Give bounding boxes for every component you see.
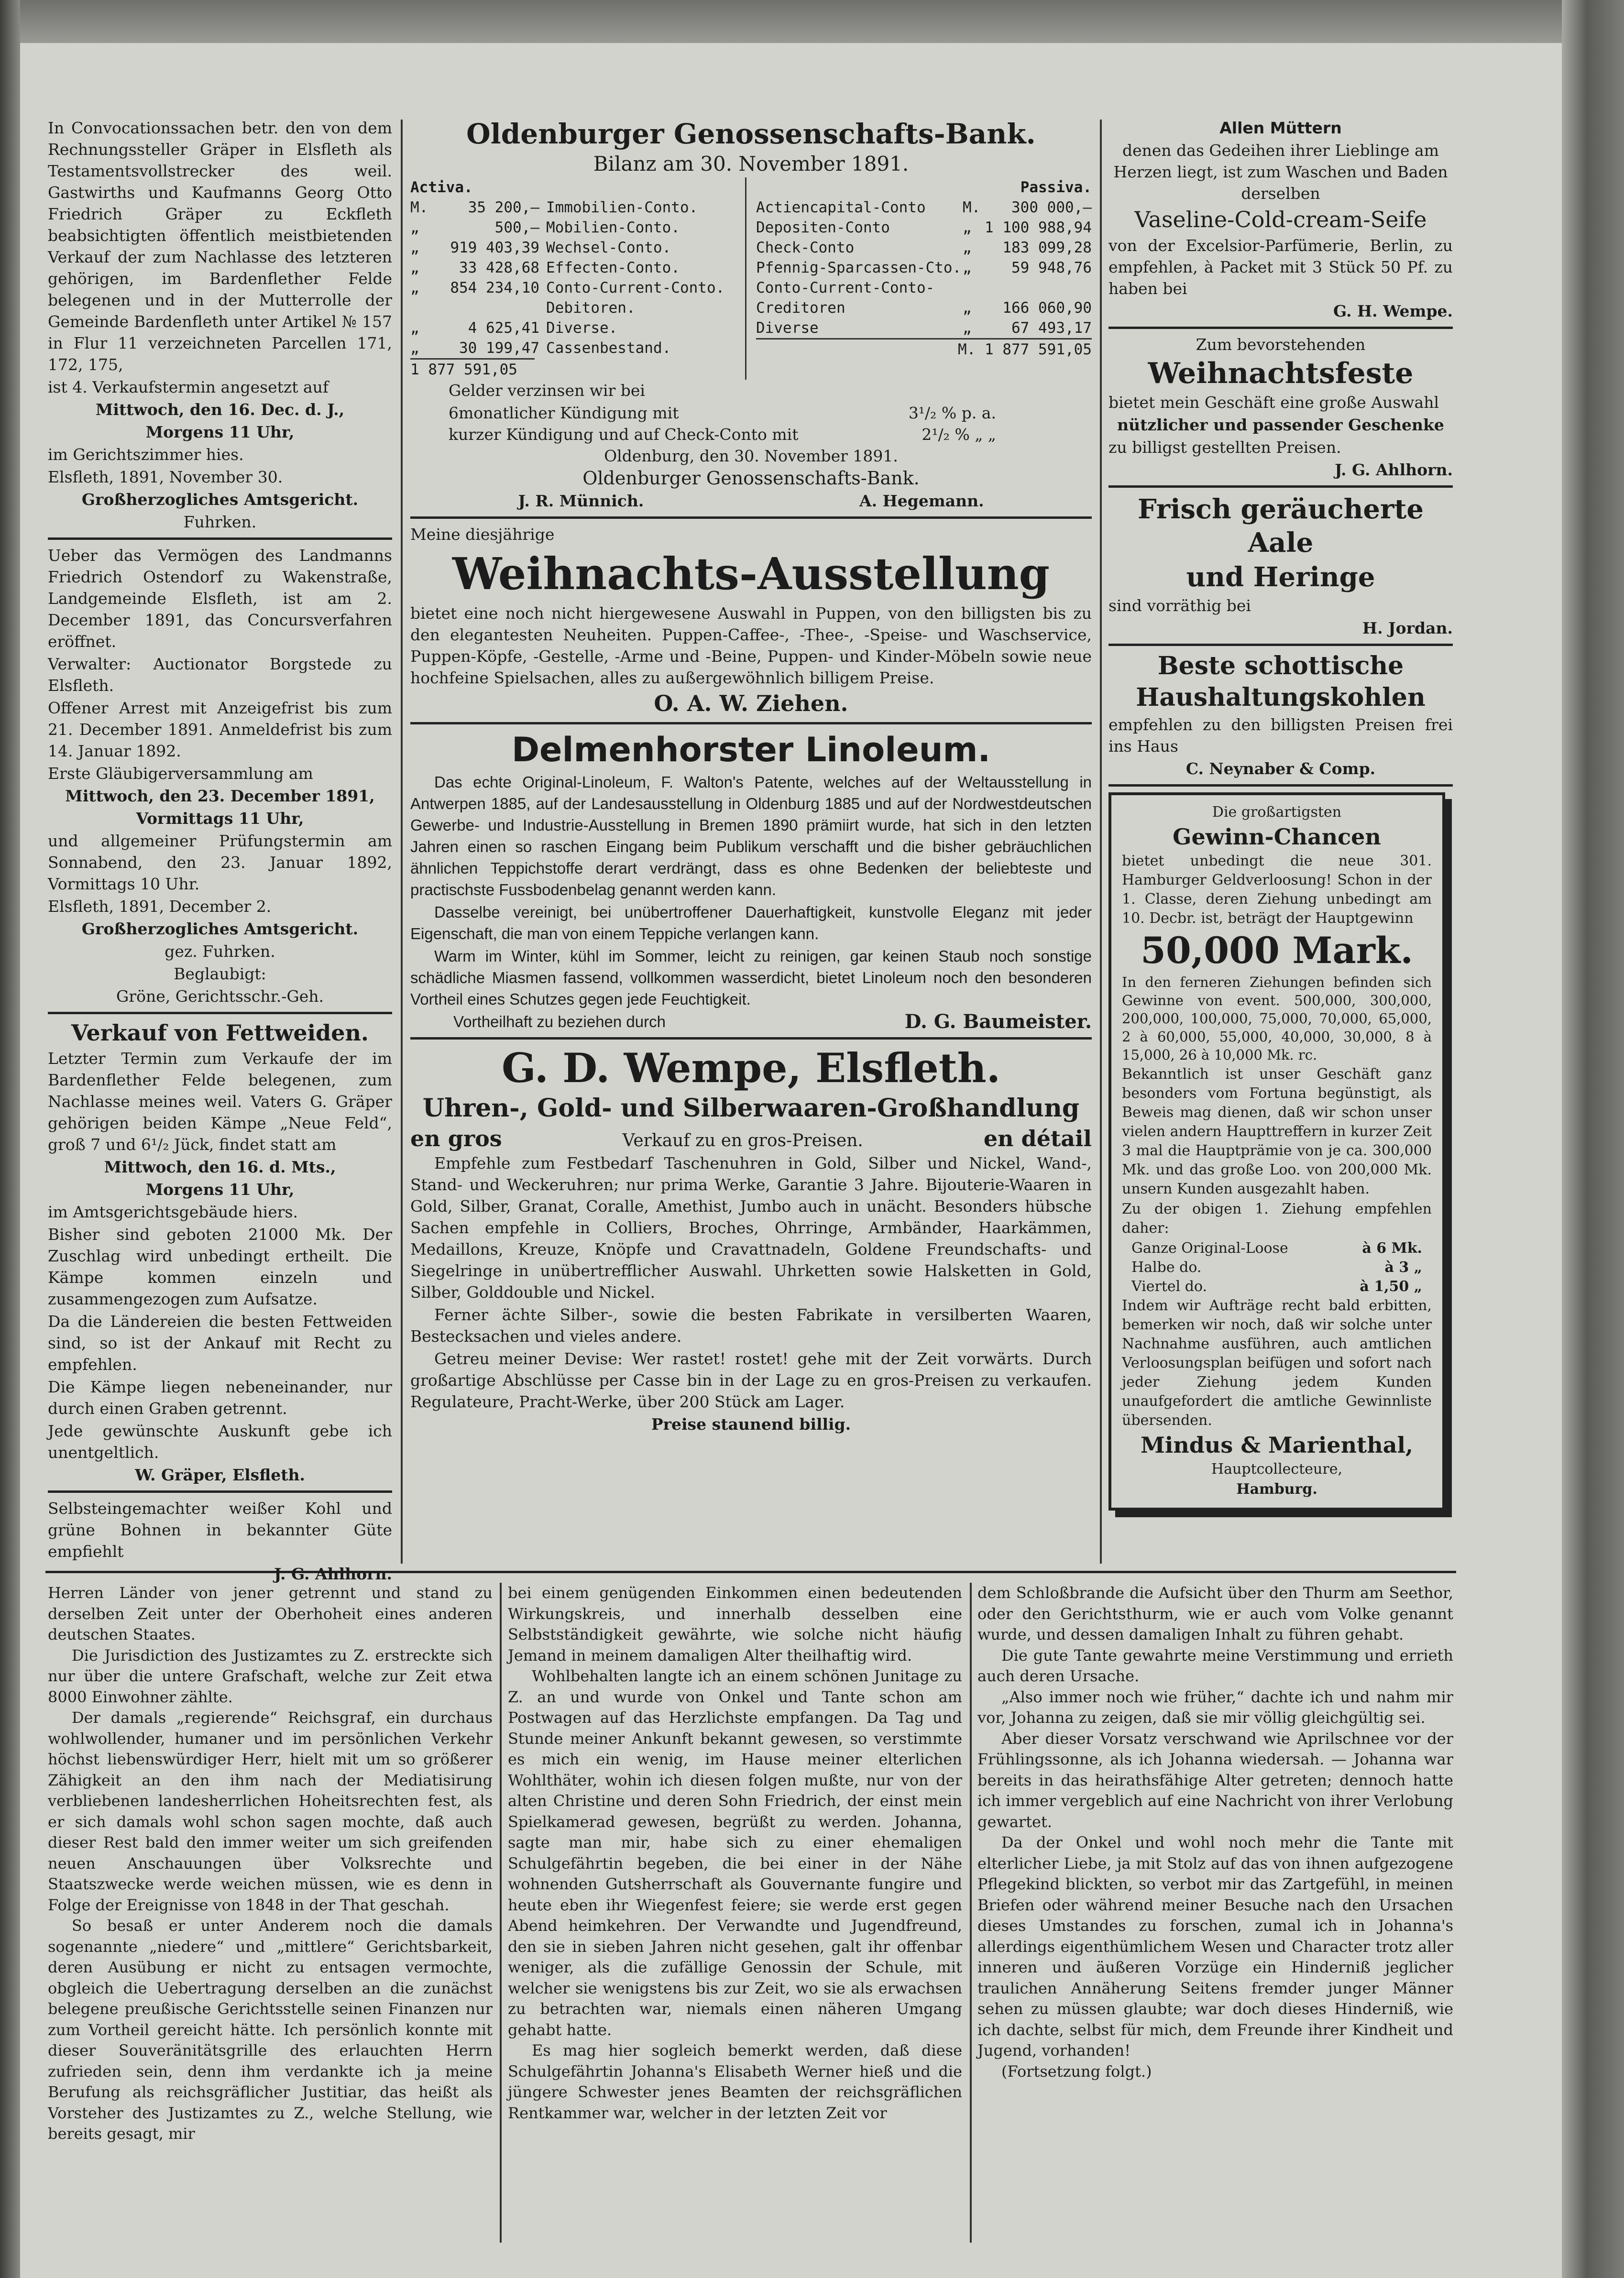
aale-title-2: und Heringe (1186, 561, 1375, 593)
notice-place: im Gerichtszimmer hies. (48, 445, 244, 464)
notice-dated: Elsfleth, 1891, November 30. (48, 468, 283, 486)
lottery-price-value: à 3 „ (1384, 1259, 1422, 1276)
notice-date: Mittwoch, den 16. Dec. d. J., (95, 400, 345, 419)
concurs-notice (48, 545, 392, 1007)
concurs-court: Großherzogliches Amtsgericht. (81, 920, 359, 938)
passiva-amount: 1 100 988,94 (985, 219, 1092, 236)
activa-label: Activa. (410, 179, 473, 196)
lottery-role: Hauptcollecteure, (1211, 1461, 1342, 1478)
activa-currency: „ (410, 319, 419, 337)
rule (410, 516, 1092, 519)
passiva-amount: 183 099,28 (1002, 239, 1092, 256)
rule (48, 1012, 392, 1014)
weihnachts-signed: O. A. W. Ziehen. (654, 690, 848, 716)
passiva-account: Diverse (756, 319, 819, 337)
weihnachts-body: bietet eine noch nicht hiergewesene Auswahl in Puppen, von den billigsten bis zu den elegantesten Neuheiten. Puppen-Caffee-, -Thee-, -Speise- und Waschservice, Puppen-Köpfe, -Gestelle, -Arme und -Beine, Puppen- und Kinder-Möbeln sowie neue hochfeine Spielsachen, alles zu außergewöhnlich billigem Preise. (410, 604, 1092, 687)
activa-row (410, 278, 740, 298)
lottery-pre: Die großartigsten (1212, 804, 1342, 821)
activa-account: Effecten-Conto. (546, 259, 680, 276)
activa-side (410, 177, 746, 380)
activa-amount: 854 234,10 (450, 279, 539, 296)
linoleum-p3: Warm im Winter, kühl im Sommer, leicht zu reinigen, gar keinen Staub noch sonstige schädliche Miasmen fassend, vollkommen wasserdicht, bietet Linoleum noch den besonderen Vortheil eines Schutzes gegen jede Feuchtigkeit. (410, 947, 1092, 1008)
activa-amount: 35 200,— (468, 199, 539, 216)
lottery-price-row (1122, 1239, 1432, 1258)
passiva-currency: „ (963, 259, 972, 276)
convocation-notice (48, 117, 392, 533)
activa-row (410, 197, 740, 218)
lottery-body3: Zu der obigen 1. Ziehung empfehlen daher: (1122, 1201, 1432, 1237)
activa-account: Immobilien-Conto. (546, 199, 698, 216)
bank-balance (410, 117, 1092, 512)
rule (48, 537, 392, 540)
lottery-body: bietet unbedingt die neue 301. Hamburger Geldverloosung! Schon in der 1. Classe, deren Ziehung unbedingt am 10. Decbr. ist, beträgt der Hauptgewinn (1122, 853, 1432, 927)
passiva-amount: 67 493,17 (1011, 319, 1092, 337)
passiva-account: Check-Conto (756, 239, 855, 256)
aale-body: sind vorräthig bei (1108, 596, 1251, 615)
lottery-price-label: Halbe do. (1131, 1259, 1202, 1276)
passiva-row (756, 197, 1092, 218)
bank-sign-name: Oldenburger Genossenschafts-Bank. (582, 468, 920, 489)
passiva-account: Actiencapital-Conto (756, 199, 926, 216)
muetter-title: Allen Müttern (1219, 119, 1342, 137)
passiva-currency (963, 278, 982, 298)
kohl-ad (48, 1498, 392, 1585)
aale-signed: H. Jordan. (1362, 619, 1453, 637)
bank-signer-2: A. Hegemann. (859, 492, 984, 510)
activa-row (410, 318, 740, 338)
activa-account: Mobilien-Conto. (546, 219, 680, 236)
passiva-side (756, 177, 1092, 380)
feste-signed: J. G. Ahlhorn. (1334, 460, 1453, 479)
rule (1108, 784, 1453, 787)
concurs-meeting: Erste Gläubigerversammlung am (48, 764, 313, 783)
wempe-subtitle: Uhren-, Gold- und Silberwaaren-Großhandlung (422, 1094, 1080, 1123)
interest-row (410, 424, 1092, 445)
bank-title: Oldenburger Genossenschafts-Bank. (466, 118, 1036, 150)
concurs-time: Vormittags 11 Uhr, (136, 809, 304, 828)
rule (410, 722, 1092, 724)
binding-right-edge (1562, 0, 1624, 2278)
lottery-price-value: à 6 Mk. (1362, 1240, 1422, 1257)
bank-subtitle: Bilanz am 30. November 1891. (593, 152, 909, 175)
interest-label: 6monatlicher Kündigung mit (449, 404, 679, 422)
kohlen-ad (1108, 651, 1453, 779)
feuilleton-paragraph: Herren Länder von jener getrennt und stand zu derselben Zeit unter der Oberhoheit eines anderen deutschen Staates. (48, 1584, 493, 1643)
feuilleton-paragraph: Die gute Tante gewahrte meine Verstimmung und errieth auch deren Ursache. (977, 1646, 1453, 1685)
passiva-amount: 59 948,76 (1011, 259, 1092, 276)
feuilleton-paragraph: Aber dieser Vorsatz verschwand wie Aprilschnee vor der Frühlingssonne, als ich Johanna wiedersah. — Johanna war bereits in das heirathsfähige Alter getreten; dennoch hatte ich immer vergeblich auf eine Nachricht von ihrer Verlobung gewartet. (977, 1729, 1453, 1831)
passiva-amount: 166 060,90 (1002, 299, 1092, 317)
balance-sheet (410, 177, 1092, 380)
rule (48, 1490, 392, 1493)
fettweiden-ad (48, 1019, 392, 1486)
passiva-currency: „ (963, 299, 972, 317)
passiva-account: Conto-Current-Conto- (756, 279, 935, 296)
fettweiden-p3: Die Kämpe liegen nebeneinander, nur durch einen Graben getrennt. (48, 1378, 392, 1418)
bank-signer-1: J. R. Münnich. (518, 492, 644, 510)
concurs-clerk: Gröne, Gerichtsschr.-Geh. (116, 987, 324, 1006)
lottery-price-row (1122, 1277, 1432, 1296)
lottery-price-label: Viertel do. (1131, 1278, 1207, 1295)
passiva-currency: „ (963, 219, 972, 236)
weihnachts-ad (410, 524, 1092, 717)
feuilleton-column-1 (48, 1583, 493, 2252)
interest-rate: 3¹/₂ % p. a. (908, 404, 996, 422)
notice-court: Großherzogliches Amtsgericht. (81, 490, 359, 509)
feuilleton-paragraph: Der damals „regierende“ Reichsgraf, ein durchaus wohlwollender, humaner und im persönlichen Verkehr höchst liebenswürdiger Herr, hielt mit um so größerer Zähigkeit an den ihm nach der Mediatisirung verbliebenen landesherrlichen Hoheitsrechten fest, als er sich damals wohl schon sagen mochte, daß auch dieser Rest bald den immer weiter um sich greifenden neuen Anschauungen über Volksrechte und Staatszwecke werde weichen müssen, wie es denn in Folge der Ereignisse von 1848 in der That geschah. (48, 1708, 493, 1914)
passiva-row (756, 298, 1092, 318)
concurs-certified: Beglaubigt: (174, 964, 266, 983)
feuilleton-paragraph: dem Schloßbrande die Aufsicht über den Thurm am Seethor, oder den Gerichtsthurm, wie er auch vom Volke genannt wurde, und dessen damaligen Inhalt zu führen gehabt. (977, 1584, 1453, 1643)
rule (1108, 644, 1453, 646)
bank-signers (410, 490, 1092, 512)
activa-row (410, 258, 740, 278)
activa-row (410, 298, 740, 318)
passiva-label: Passiva. (1020, 179, 1092, 196)
activa-amount: 919 403,39 (450, 239, 539, 256)
lottery-fine: In den ferneren Ziehungen befinden sich Gewinne von event. 500,000, 300,000, 200,000, 100,000, 75,000, 70,000, 65,000, 2 à 60,000, 55,000, 40,000, 30,000, 8 à 15,000, 26 à 10,000 Mk. rc. (1122, 974, 1432, 1063)
passiva-account: Pfennig-Sparcassen-Cto. (756, 259, 962, 276)
fettweiden-p4: Jede gewünschte Auskunft gebe ich unentgeltlich. (48, 1422, 392, 1462)
passiva-row (756, 318, 1092, 338)
activa-currency: „ (410, 259, 419, 276)
activa-amount: 33 428,68 (459, 259, 539, 276)
activa-currency: „ (410, 239, 419, 256)
activa-amount (429, 298, 539, 318)
lottery-price-label: Ganze Original-Loose (1131, 1240, 1288, 1257)
feuilleton-paragraph: (Fortsetzung folgt.) (1001, 2062, 1152, 2081)
wempe-p2: Ferner ächte Silber-, sowie die besten Fabrikate in versilberten Waaren, Bestecksachen und vieles andere. (410, 1305, 1092, 1346)
muetter-product: Vaseline-Cold-cream-Seife (1134, 207, 1427, 232)
lottery-title: Gewinn-Chancen (1173, 824, 1381, 850)
rule (1108, 327, 1453, 329)
linoleum-signed: D. G. Baumeister. (904, 1010, 1092, 1033)
fettweiden-body: Letzter Termin zum Verkaufe der im Bardenflether Felde belegenen, zum Nachlasse meines weil. Vaters G. Gräper gehörigen beiden Kämpe „Neue Feld“, groß 7 und 6¹/₂ Jück, findet statt am (48, 1049, 392, 1154)
interest-label: kurzer Kündigung und auf Check-Conto mit (449, 425, 799, 444)
lottery-city: Hamburg. (1236, 1481, 1317, 1498)
notice-term: ist 4. Verkaufstermin angesetzt auf (48, 378, 329, 396)
activa-amount: 500,— (494, 219, 539, 236)
passiva-amount (982, 278, 1092, 298)
rule (410, 1037, 1092, 1040)
left-column (48, 117, 392, 1583)
wempe-engros: en gros (410, 1126, 502, 1151)
muetter-body: denen das Gedeihen ihrer Lieblinge am Herzen liegt, ist zum Waschen und Baden derselben (1113, 141, 1448, 203)
lottery-body2: Bekanntlich ist unser Geschäft ganz besonders vom Fortuna begünstigt, als Beweis mag dienen, daß wir schon unser vielen andern Haupttreffern in kurzer Zeit 3 mal die Hauptprämie von je ca. 300,000 Mk. und das große Loo. von 200,000 Mk. unsern Kunden ausgezahlt haben. (1122, 1066, 1432, 1197)
lottery-price-row (1122, 1258, 1432, 1277)
feste-pre: Zum bevorstehenden (1196, 335, 1366, 354)
weihnachtsfeste-ad (1108, 334, 1453, 481)
passiva-currency: „ (963, 319, 972, 337)
linoleum-footer (410, 1011, 1092, 1032)
wempe-detail: en détail (983, 1126, 1092, 1151)
fettweiden-title: Verkauf von Fettweiden. (71, 1020, 369, 1046)
linoleum-ad (410, 729, 1092, 1032)
kohlen-signed: C. Neynaber & Comp. (1185, 759, 1376, 778)
activa-account: Wechsel-Conto. (546, 239, 671, 256)
kohlen-title-2: Haushaltungskohlen (1136, 683, 1426, 712)
feuilleton-paragraph: Es mag hier sogleich bemerkt werden, daß diese Schulgefährtin Johanna's Elisabeth Werner hieß und die jüngere Schwester jenes Beamten der reichsgräflichen Rentkammer war, welcher in der letzten Zeit vor (508, 2041, 962, 2122)
wempe-ad (410, 1044, 1092, 1435)
feuilleton-divider-1 (500, 1583, 502, 2243)
feuilleton-col1-paragraphs (48, 1583, 493, 2145)
passiva-total: M. 1 877 591,05 (756, 338, 1092, 360)
interest-intro: Gelder verzinsen wir bei (449, 381, 645, 400)
muetter-seller: G. H. Wempe. (1333, 302, 1453, 320)
activa-currency (410, 298, 429, 318)
kohl-body: Selbsteingemachter weißer Kohl und grüne Bohnen in bekannter Güte empfiehlt (48, 1499, 392, 1561)
concurs-arrest: Offener Arrest mit Anzeigefrist bis zum 21. December 1891. Anmeldefrist bis zum 14. Januar 1892. (48, 699, 392, 760)
fettweiden-place: im Amtsgerichtsgebäude hiers. (48, 1203, 298, 1221)
right-column (1108, 117, 1453, 1566)
kohlen-body: empfehlen zu den billigsten Preisen frei ins Haus (1108, 715, 1453, 756)
activa-currency: M. (410, 199, 428, 216)
passiva-row (756, 218, 1092, 238)
lottery-firm: Mindus & Marienthal, (1140, 1432, 1414, 1458)
aale-title-1: Frisch geräucherte Aale (1137, 493, 1424, 559)
activa-currency: „ (410, 279, 419, 296)
fettweiden-signed: W. Gräper, Elsfleth. (135, 1466, 305, 1484)
interest-rate: 2¹/₂ % „ „ (922, 425, 996, 444)
feste-body: bietet mein Geschäft eine große Auswahl (1108, 393, 1439, 412)
feuilleton-column-2 (508, 1583, 962, 2252)
lottery-body4: Indem wir Aufträge recht bald erbitten, bemerken wir noch, daß wir solche unter Nachnahme ausführen, auch amtlichen Verloosungsplan beifügen und sofort nach jeder Ziehung jedem Kunden unaufgefordert die amtliche Gewinnliste übersenden. (1122, 1297, 1432, 1429)
activa-account: Diverse. (546, 319, 618, 337)
linoleum-p1: Das echte Original-Linoleum, F. Walton's Patente, welches auf der Weltausstellung in Antwerpen 1885, auf der Landesausstellung in Oldenburg 1885 und auf der Nordwestdeutschen Gewerbe- und Industrie-Ausstellung in Bremen 1890 prämiirt wurde, hat sich in den letzten Jahren einen so raschen Eingang beim Publikum verschafft und die bisher gebräuchlichen ähnlichen Teppichstoffe derart verdrängt, dass es ohne Bedenken der beliebteste und practischste Fussbodenbelag genannt werden kann. (410, 773, 1092, 898)
linoleum-p2: Dasselbe vereinigt, bei unübertroffener Dauerhaftigkeit, kunstvolle Eleganz mit jeder Eigenschaft, die man von einem Teppiche verlangen kann. (410, 903, 1092, 942)
fettweiden-time: Morgens 11 Uhr, (145, 1180, 295, 1199)
muetter-ad (1108, 117, 1453, 322)
feuilleton-divider-2 (970, 1583, 972, 2243)
feuilleton-paragraph: „Also immer noch wie früher,“ dachte ich und nahm mir vor, Johanna zu zeigen, daß sie mir völlig gleichgültig sei. (977, 1687, 1453, 1727)
passiva-row (756, 258, 1092, 278)
wempe-title: G. D. Wempe, Elsfleth. (502, 1044, 1000, 1092)
page-top-edge (20, 0, 1562, 43)
aale-ad (1108, 493, 1453, 639)
concurs-admin: Verwalter: Auctionator Borgstede zu Elsfleth. (48, 655, 392, 695)
wempe-engros-line (410, 1125, 1092, 1152)
passiva-currency: „ (963, 239, 972, 256)
activa-row (410, 338, 740, 358)
fettweiden-p2: Da die Ländereien die besten Fettweiden sind, so ist der Ankauf mit Recht zu empfehlen. (48, 1312, 392, 1374)
feuilleton-col2-paragraphs (508, 1583, 962, 2124)
fettweiden-date: Mittwoch, den 16. d. Mts., (104, 1158, 336, 1176)
wempe-p3: Getreu meiner Devise: Wer rastet! rostet! gehe mit der Zeit vorwärts. Durch großartige Abschlüsse per Casse bin in der Lage zu en gros-Preisen zu verkaufen. Regulateure, Pracht-Werke, über 200 Stück am Lager. (410, 1349, 1092, 1411)
feuilleton-paragraph: bei einem genügenden Einkommen einen bedeutenden Wirkungskreis, und innerhalb desselben eine Selbstständigkeit gewährte, wie solche nicht häufig Jemand in meinem damaligen Alter theilhaftig wird. (508, 1584, 962, 1665)
column-divider-right (1100, 120, 1102, 1564)
weihnachts-title: Weihnachts-Ausstellung (452, 548, 1050, 600)
activa-amount: 30 199,47 (459, 340, 539, 357)
interest-rows (410, 402, 1092, 445)
concurs-date: Mittwoch, den 23. December 1891, (65, 787, 375, 805)
lottery-ad (1108, 792, 1445, 1511)
activa-rows (410, 197, 740, 358)
notice-intro: In Convocationssachen betr. den von dem Rechnungssteller Gräper in Elsfleth als Testamentsvollstrecker des weil. Gastwirths und Kaufmanns Georg Otto Friedrich Gräper zu Eckfleth beabsichtigten öffentlich meistbietenden Verkauf der zum Nachlasse des letzteren gehörigen, im Bardenflether Felde belegenen und in der Mutterrolle der Gemeinde Bardenfleth unter Artikel № 157 in Flur 11 verzeichneten Parcellen 171, 172, 175, (48, 119, 392, 374)
notice-time: Morgens 11 Uhr, (145, 423, 295, 441)
wempe-engros-mid: Verkauf zu en gros-Preisen. (622, 1131, 863, 1150)
activa-currency: „ (410, 219, 419, 236)
binding-left-edge (0, 0, 20, 2278)
feuilleton-paragraph: Da der Onkel und wohl noch mehr die Tante mit elterlicher Liebe, ja mit Stolz auf das von ihnen aufgezogene Pflegekind blickten, so verbot mir das Zartgefühl, in meinen Briefen oder während meiner Besuche nach den Ursachen dieses Umstandes zu forschen, zumal ich in Johanna's allerdings eigenthümlichem Wesen und Character trotz aller inneren und äußeren Vorzüge ein Hinderniß jeglicher traulichen Annäherung Seitens fremder junger Männer sehen zu müssen glaubte; war doch dieses Hinderniß, wie ich dachte, selbst für mich, dem Freunde ihrer Kindheit und Jugend, vorhanden! (977, 1833, 1453, 2059)
rule (1108, 485, 1453, 488)
concurs-signed: gez. Fuhrken. (165, 942, 275, 961)
wempe-body: Empfehle zum Festbedarf Taschenuhren in Gold, Silber und Nickel, Wand-, Stand- und Weckeruhren; nur prima Werke, Garantie 3 Jahre. Bijouterie-Waaren in Gold, Silber, Granat, Coralle, Amethist, Jumbo auch in unächt. Besonders hübsche Sachen empfehle in Colliers, Broches, Ohrringe, Armbänder, Haarkämmen, Medaillons, Kreuze, Knöpfe und Cravattnadeln, Goldene Freundschafts- und Siegelringe in unübertrefflicher Auswahl. Uhrketten sowie Halsketten in Gold, Silber, Golddouble und Nickel. (410, 1154, 1092, 1302)
feuilleton-column-3 (977, 1583, 1453, 2252)
passiva-account: Depositen-Conto (756, 219, 890, 236)
activa-account: Debitoren. (546, 299, 636, 317)
passiva-row (756, 278, 1092, 298)
lottery-price-value: à 1,50 „ (1360, 1278, 1422, 1295)
kohlen-title-1: Beste schottische (1157, 651, 1404, 680)
notice-signed: Fuhrken. (183, 513, 257, 531)
lottery-prize: 50,000 Mark. (1141, 929, 1413, 972)
passiva-amount: 300 000,— (1011, 199, 1092, 216)
passiva-currency: M. (963, 199, 981, 216)
activa-row (410, 238, 740, 258)
activa-currency: „ (410, 340, 419, 357)
concurs-intro: Ueber das Vermögen des Landmanns Friedrich Ostendorf zu Wakenstraße, Landgemeinde Elsfleth, ist am 2. December 1891, das Concursverfahren eröffnet. (48, 546, 392, 651)
feuilleton-paragraph: Die Jurisdiction des Justizamtes zu Z. erstreckte sich nur über die untere Grafschaft, welche zur Zeit etwa 8000 Einwohner zählte. (48, 1646, 493, 1706)
feuilleton-paragraph: So besaß er unter Anderem noch die damals sogenannte „niedere“ und „mittlere“ Gerichtsbarkeit, deren Ausübung er nicht zu entsagen vermochte, obgleich die Uebertragung derselben an die zunächst belegene preußische Gerichtsstelle seinen Finanzen nur zum Vortheil gereicht hätte. Ich persönlich konnte mit dieser Souveränitätsgrille des erlauchten Herrn zufrieden sein, denn ihm verdankte ich ja meine Berufung als reichsgräflicher Justitiar, das heißt als Vorsteher des Justizamtes zu Z., welche Stellung, wie bereits gesagt, mir (48, 1917, 493, 2143)
concurs-exam: und allgemeiner Prüfungstermin am Sonnabend, den 23. Januar 1892, Vormittags 10 Uhr. (48, 832, 392, 893)
kohl-signed: J. G. Ahlhorn. (274, 1565, 392, 1583)
wempe-footer: Preise staunend billig. (651, 1415, 851, 1434)
feste-body2: zu billigst gestellten Preisen. (1108, 438, 1341, 457)
lottery-price-list (1122, 1239, 1432, 1296)
passiva-account: Creditoren (756, 299, 845, 317)
passiva-rows (756, 197, 1092, 338)
center-column (410, 117, 1092, 1566)
feuilleton-paragraph: Wohlbehalten langte ich an einem schönen Junitage zu Z. an und wurde von Onkel und Tante schon am Postwagen auf das Herzlichste empfangen. Da Tag und Stunde meiner Ankunft bekannt gewesen, so verstimmte es mich ein wenig, im Hause meiner elterlichen Wohlthäter, wohin ich diesen folgen mußte, nur von der alten Christine und deren Sohn Friedrich, der einst mein Spielkamerad gewesen, begrüßt zu werden. Johanna, sagte man mir, habe sich zu einer ehemaligen Schulgefährtin begeben, die bei einer in der Nähe wohnenden Gutsherrschaft als Gouvernante fungire und heute eben ihr Wiegenfest feiere; sie werde erst gegen Abend heimkehren. Der Verwandte und Jugendfreund, den sie in sieben Jahren nicht gesehen, galt ihr offenbar weniger, als die zufällige Genossin der Schule, mit welcher sie wenigstens bis zur Zeit, wo sie als erwachsen zu betrachten war, niemals einen näheren Umgang gehabt hatte. (508, 1667, 962, 2039)
passiva-row (756, 238, 1092, 258)
feuilleton-col3-paragraphs (977, 1583, 1453, 2082)
activa-account: Conto-Current-Conto. (546, 279, 725, 296)
fettweiden-p1: Bisher sind geboten 21000 Mk. Der Zuschlag wird unbedingt ertheilt. Die Kämpe kommen einzeln und zusammengezogen zum Aufsatze. (48, 1225, 392, 1308)
column-divider-left (401, 120, 403, 1564)
muetter-body2: von der Excelsior-Parfümerie, Berlin, zu empfehlen, à Packet mit 3 Stück 50 Pf. zu haben bei (1108, 236, 1453, 298)
activa-account: Cassenbestand. (546, 340, 671, 357)
concurs-dated: Elsfleth, 1891, December 2. (48, 897, 272, 916)
weihnachts-pre: Meine diesjährige (410, 525, 555, 544)
feste-bold: nützlicher und passender Geschenke (1117, 416, 1444, 434)
activa-amount: 4 625,41 (468, 319, 539, 337)
activa-row (410, 218, 740, 238)
interest-row (410, 402, 1092, 424)
linoleum-title: Delmenhorster Linoleum. (511, 730, 991, 769)
bank-dated: Oldenburg, den 30. November 1891. (604, 447, 898, 465)
linoleum-source: Vortheilhaft zu beziehen durch (453, 1013, 666, 1030)
feste-title: Weihnachtsfeste (1148, 357, 1414, 390)
activa-total: 1 877 591,05 (410, 358, 535, 380)
